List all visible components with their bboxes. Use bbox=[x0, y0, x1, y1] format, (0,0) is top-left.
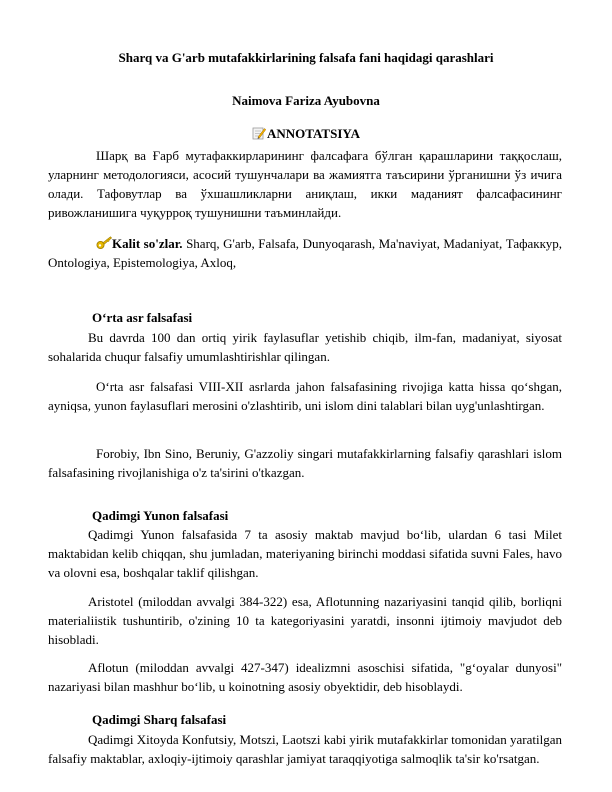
annotation-text: Шарқ ва Ғарб мутафаккирларининг фалсафага бўлган қарашларини таққослаш, уларнинг методологияси, асосий тушунчалари ва жамиятга таъсирини ўрганишни ўз ичига олади. Тафовутлар ва ўхшашликларни аниқлаш, икки маданият фалсафасининг ривожланишига чуқурроқ тушунишни таъминлайди. bbox=[48, 148, 562, 220]
annotation-heading-label: ANNOTATSIYA bbox=[267, 126, 360, 141]
annotation-heading bbox=[0, 126, 612, 142]
keywords-paragraph bbox=[48, 234, 562, 272]
section-paragraph: Aflotun (miloddan avvalgi 427-347) idealizmni asoschisi sifatida, "g‘oyalar dunyosi" nazariyasi bilan mashhur bo‘lib, u koinotning asosiy obyektidir, deb hisoblaydi. bbox=[48, 660, 562, 694]
section-heading-medieval: O‘rta asr falsafasi bbox=[92, 310, 193, 325]
section-heading-ancient-greek: Qadimgi Yunon falsafasi bbox=[92, 508, 229, 523]
section-paragraph: Bu davrda 100 dan ortiq yirik faylasuflar yetishib chiqib, ilm-fan, madaniyat, siyosat sohalarida chuqur falsafiy umumlashtirishlar qilingan. bbox=[48, 330, 562, 364]
section-paragraph: Qadimgi Xitoyda Konfutsiy, Motszi, Laotszi kabi yirik mutafakkirlar tomonidan yaratilgan falsafiy maktablar, axloqiy-ijtimoiy qarashlar jamiyat taraqqiyotiga salmoqlik ta'sir ko'rsatgan. bbox=[48, 732, 562, 766]
key-icon bbox=[96, 236, 112, 250]
memo-pencil-icon bbox=[252, 126, 266, 140]
author-name: Naimova Fariza Ayubovna bbox=[232, 93, 380, 108]
section-paragraph: Forobiy, Ibn Sino, Beruniy, G'azzoliy singari mutafakkirlarning falsafiy qarashlari islom falsafasining rivojlanishiga o'z ta'sirini o'tkazgan. bbox=[48, 446, 562, 480]
keywords-label: Kalit so'zlar. bbox=[112, 236, 183, 251]
paper-title: Sharq va G'arb mutafakkirlarining falsafa fani haqidagi qarashlari bbox=[118, 50, 494, 65]
section-paragraph: Aristotel (miloddan avvalgi 384-322) esa, Aflotunning nazariyasini tanqid qilib, borliqni materialiistik tushuntirib, o'zining 10 ta kategoriyasini yaratdi, insonni ijtimoiy mavjudot deb hisobladi. bbox=[48, 594, 562, 647]
section-paragraph: Qadimgi Yunon falsafasida 7 ta asosiy maktab mavjud bo‘lib, ulardan 6 tasi Milet maktabidan kelib chiqqan, shu jumladan, materiyaning birinchi moddasi sifatida suvni Fales, havo va olovni esa, boshqalar taklif qilishgan. bbox=[48, 527, 562, 580]
section-heading-ancient-east: Qadimgi Sharq falsafasi bbox=[92, 712, 227, 727]
section-paragraph: O‘rta asr falsafasi VIII-XII asrlarda jahon falsafasining rivojiga katta hissa qo‘shgan, ayniqsa, yunon faylasuflari merosini o'zlashtirib, uni islom dini talablari bilan uyg'unlashtirgan. bbox=[48, 379, 562, 413]
keywords-list: Sharq, G'arb, Falsafa, Dunyoqarash, Ma'naviyat, Madaniyat, Тафаккур, Ontologiya, Epistemologiya, Axloq, bbox=[48, 236, 562, 270]
